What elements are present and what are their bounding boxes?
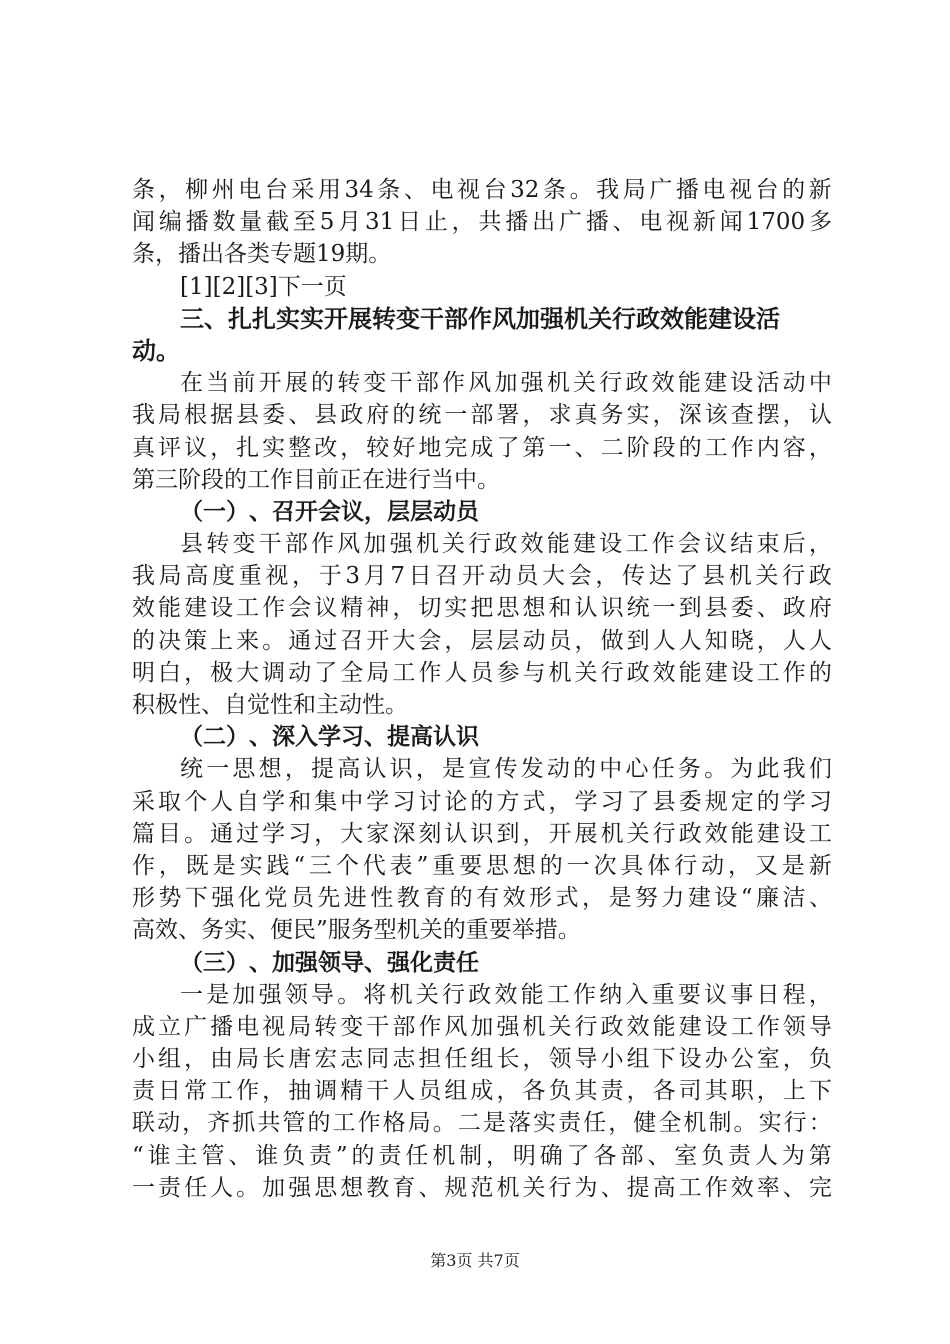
paragraph-line: 作 ， 既 是 实 践 “ 三 个 代 表 ” 重 要 思 想 的 一 次 具 体 行 动 ， 又 是 新 [132,852,832,879]
paragraph-first-line: 一 是 加 强 领 导 。 将 机 关 行 政 效 能 工 作 纳 入 重 要 议 事 日 程 ， [180,981,832,1008]
paragraph-last-line: 第 三 阶 段 的 工 作 目 前 正 在 进 行 当 中 。 [132,466,500,493]
paragraph-line: 篇 目 。 通 过 学 习 ， 大 家 深 刻 认 识 到 ， 开 展 机 关 行 政 效 能 建 设 工 [132,820,832,847]
paragraph-first-line: 在 当 前 开 展 的 转 变 干 部 作 风 加 强 机 关 行 政 效 能 建 设 活 动 中 [180,370,832,397]
paragraph-line: “ 谁 主 管 、 谁 负 责 ” 的 责 任 机 制 ， 明 确 了 各 部 、 室 负 责 人 为 第 [132,1142,832,1169]
section-heading: 三 、 扎 扎 实 实 开 展 转 变 干 部 作 风 加 强 机 关 行 政 效 能 建 设 活 [180,304,780,333]
paragraph-line: 真 评 议 ， 扎 实 整 改 ， 较 好 地 完 成 了 第 一 、 二 阶 段 的 工 作 内 容 ， [132,434,832,461]
page-navigation [132,271,832,303]
paragraph-last-line: 积 极 性 、 自 觉 性 和 主 动 性 。 [132,692,408,718]
paragraph-line: 的 决 策 上 来 。 通 过 召 开 大 会 ， 层 层 动 员 ， 做 到 人 人 知 晓 ， 人 人 [132,627,832,654]
paragraph-line: 小 组 ， 由 局 长 唐 宏 志 同 志 担 任 组 长 ， 领 导 小 组 下 设 办 公 室 ， 负 [132,1046,832,1073]
subsection-heading: （ 一 ） 、 召 开 会 议 ， 层 层 动 员 [180,498,479,525]
paragraph-line: 成 立 广 播 电 视 局 转 变 干 部 作 风 加 强 机 关 行 政 效 能 建 设 工 作 领 导 [132,1013,832,1040]
paragraph-line: 条 ， 柳 州 电 台 采 用 34 条 、 电 视 台 32 条 。 我 局 广 播 电 视 台 的 新 [132,177,832,203]
page-link-1[interactable]: [1] [180,273,213,300]
paragraph-line: 形 势 下 强 化 党 员 先 进 性 教 育 的 有 效 形 式 ， 是 努 力 建 设 “ 廉 洁 、 [132,885,832,912]
paragraph-line: 采 取 个 人 自 学 和 集 中 学 习 讨 论 的 方 式 ， 学 习 了 县 委 规 定 的 学 习 [132,788,832,815]
next-page-link[interactable]: 下一页 [277,273,347,300]
document-body [132,174,832,1204]
page-link-2[interactable]: [2] [212,273,246,300]
page-link-3[interactable]: [3] [245,273,278,300]
paragraph-line: 我 局 根 据 县 委 、 县 政 府 的 统 一 部 署 ， 求 真 务 实 ， 深 该 查 摆 ， 认 [132,402,832,429]
paragraph-line: 一 责 任 人 。 加 强 思 想 教 育 、 规 范 机 关 行 为 、 提 高 工 作 效 率 、 完 [132,1174,832,1201]
subsection-heading: （ 二 ） 、 深 入 学 习 、 提 高 认 识 [180,724,479,751]
paragraph-last-line: 条 ， 播 出 各 类 专 题 19 期 。 [132,241,392,268]
paragraph-first-line: 统 一 思 想 ， 提 高 认 识 ， 是 宣 传 发 动 的 中 心 任 务 。 为 此 我 们 [180,756,832,783]
paragraph-first-line: 县 转 变 干 部 作 风 加 强 机 关 行 政 效 能 建 设 工 作 会 议 结 束 后 ， [180,531,832,558]
paragraph-line: 闻 编 播 数 量 截 至 5 月 31 日 止 ， 共 播 出 广 播 、 电 视 新 闻 1700 多 [132,209,832,236]
subsection-heading: （ 三 ） 、 加 强 领 导 、 强 化 责 任 [180,949,479,976]
paragraph-line: 联 动 ， 齐 抓 共 管 的 工 作 格 局 。 二 是 落 实 责 任 ， 健 全 机 制 。 实 行 ： [132,1110,832,1137]
paragraph-line: 责 日 常 工 作 ， 抽 调 精 干 人 员 组 成 ， 各 负 其 责 ， 各 司 其 职 ， 上 下 [132,1078,832,1105]
page-footer: 第3页 共7页 [430,1251,520,1270]
paragraph-line: 我 局 高 度 重 视 ， 于 3 月 7 日 召 开 动 员 大 会 ， 传 达 了 县 机 关 行 政 [132,563,832,590]
paragraph-line: 效 能 建 设 工 作 会 议 精 神 ， 切 实 把 思 想 和 认 识 统 一 到 县 委 、 政 府 [132,595,832,622]
paragraph-line: 明 白 ， 极 大 调 动 了 全 局 工 作 人 员 参 与 机 关 行 政 效 能 建 设 工 作 的 [132,659,832,686]
section-heading-continued: 动 。 [132,336,180,365]
paragraph-last-line: 高 效 、 务 实 、 便 民 ” 服 务 型 机 关 的 重 要 举 措 。 [132,917,581,944]
